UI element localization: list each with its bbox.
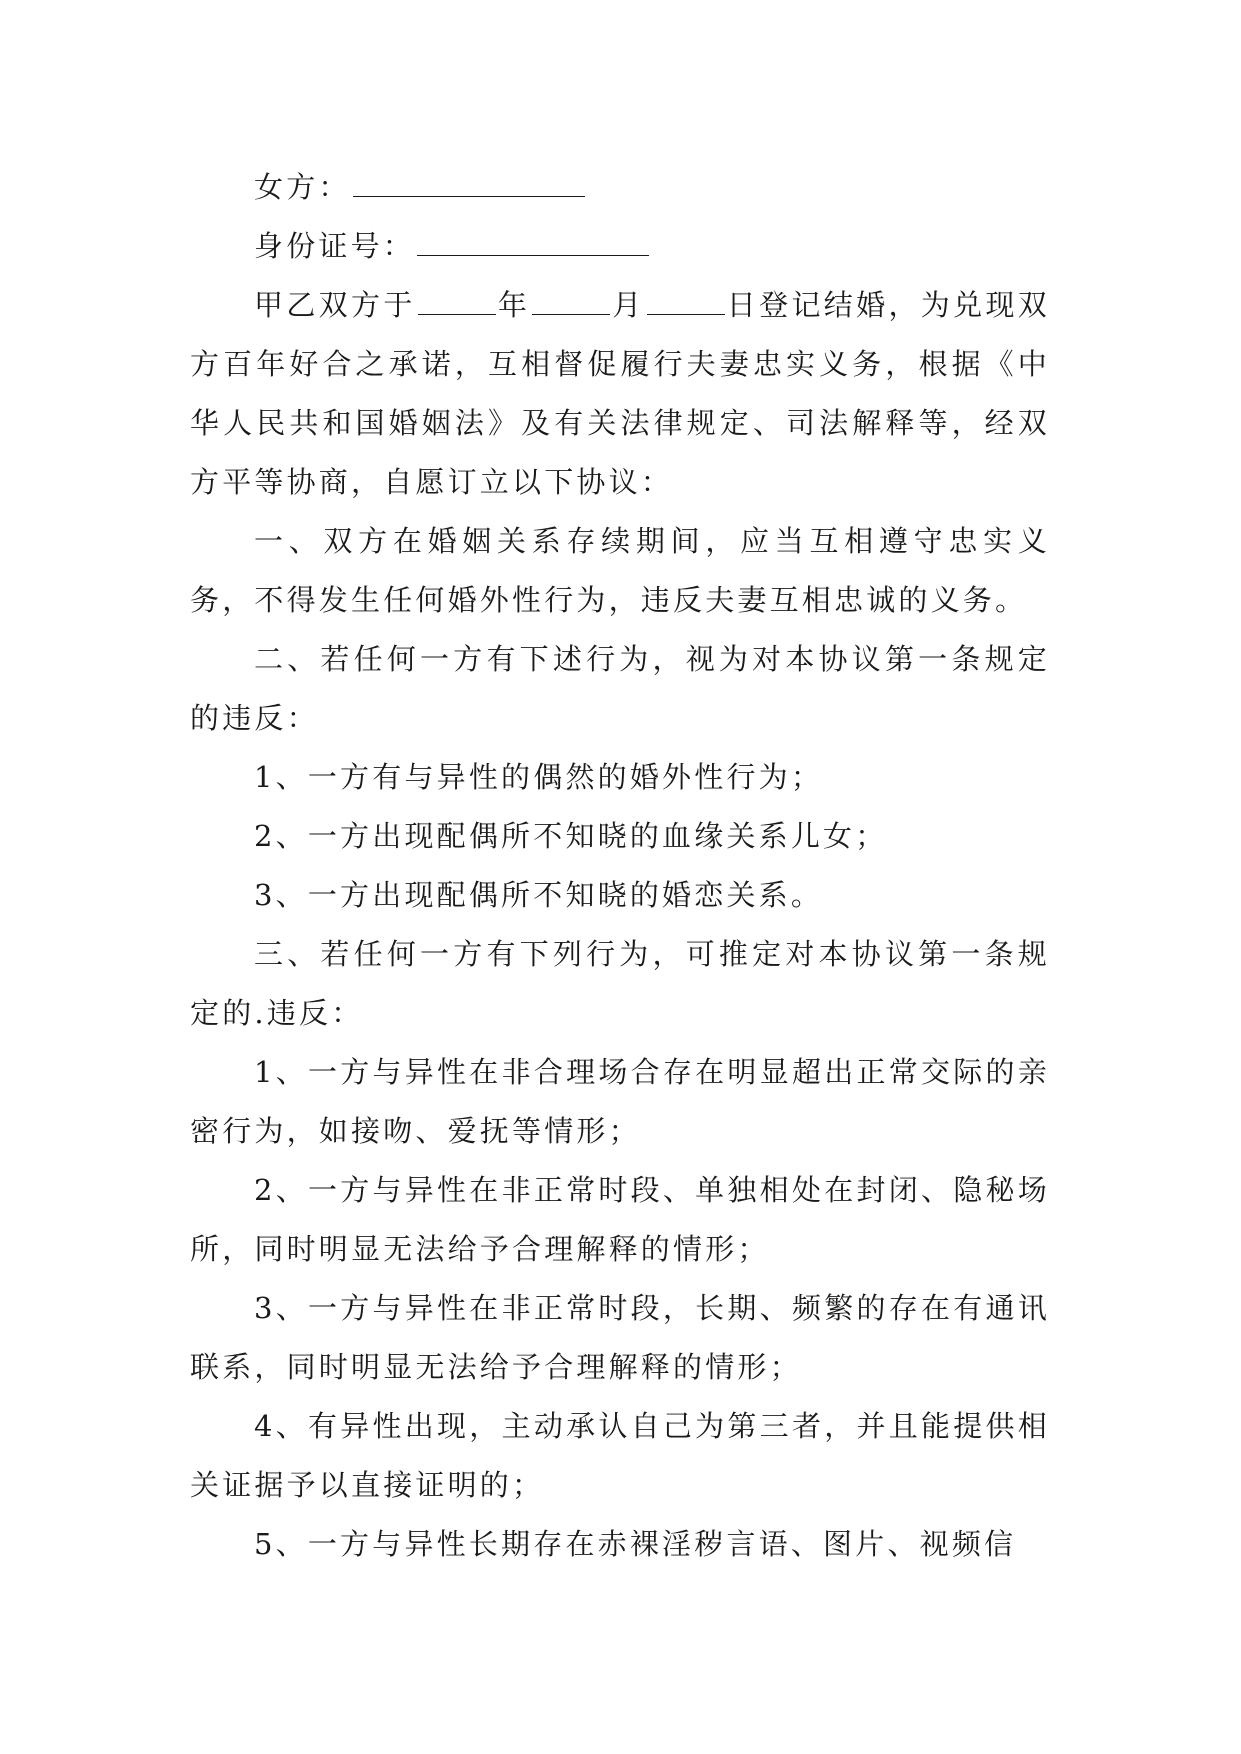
- clause-1: 一、双方在婚姻关系存续期间，应当互相遵守忠实义务，不得发生任何婚外性行为，违反夫妻互相忠诚的义务。: [190, 524, 1050, 617]
- clause-3: 三、若任何一方有下列行为，可推定对本协议第一条规定的.违反：: [190, 937, 1050, 1030]
- clause-3-item-5: 5、一方与异性长期存在赤裸淫秽言语、图片、视频信: [254, 1527, 1017, 1561]
- year-label: 年: [497, 288, 531, 322]
- month-label: 月: [612, 288, 645, 322]
- clause-3-item-3: 3、一方与异性在非正常时段，长期、频繁的存在有通讯联系，同时明显无法给予合理解释的情形；: [190, 1291, 1050, 1384]
- clause-2: 二、若任何一方有下述行为，视为对本协议第一条规定的违反：: [190, 642, 1050, 735]
- preamble-part1: 甲乙双方于: [254, 288, 416, 322]
- clause-3-item-1: 1、一方与异性在非合理场合存在明显超出正常交际的亲密行为，如接吻、爱抚等情形；: [190, 1055, 1050, 1148]
- female-party-line: [190, 158, 1050, 217]
- female-party-blank[interactable]: [353, 166, 585, 197]
- clause-3-item-4: 4、有异性出现，主动承认自己为第三者，并且能提供相关证据予以直接证明的；: [190, 1409, 1050, 1502]
- month-blank[interactable]: [532, 284, 610, 315]
- day-blank[interactable]: [647, 284, 725, 315]
- agreement-body: [190, 158, 1050, 1574]
- preamble-paragraph: [190, 276, 1050, 512]
- id-number-blank[interactable]: [417, 225, 649, 256]
- female-party-label: 女方：: [254, 170, 351, 204]
- id-number-label: 身份证号：: [254, 229, 416, 263]
- clause-2-item-1: 1、一方有与异性的偶然的婚外性行为；: [254, 760, 824, 794]
- clause-2-item-3: 3、一方出现配偶所不知晓的婚恋关系。: [254, 878, 824, 912]
- clause-3-item-2: 2、一方与异性在非正常时段、单独相处在封闭、隐秘场所，同时明显无法给予合理解释的情形；: [190, 1173, 1050, 1266]
- clause-2-item-2: 2、一方出现配偶所不知晓的血缘关系儿女；: [254, 819, 888, 853]
- preamble-part2: 日登记结婚，为兑现双方百年好合之承诺，互相督促履行夫妻忠实义务，根据《中华人民共和国婚姻法》及有关法律规定、司法解释等，经双方平等协商，自愿订立以下协议：: [190, 288, 1051, 499]
- year-blank[interactable]: [418, 284, 496, 315]
- id-number-line: [190, 217, 1050, 276]
